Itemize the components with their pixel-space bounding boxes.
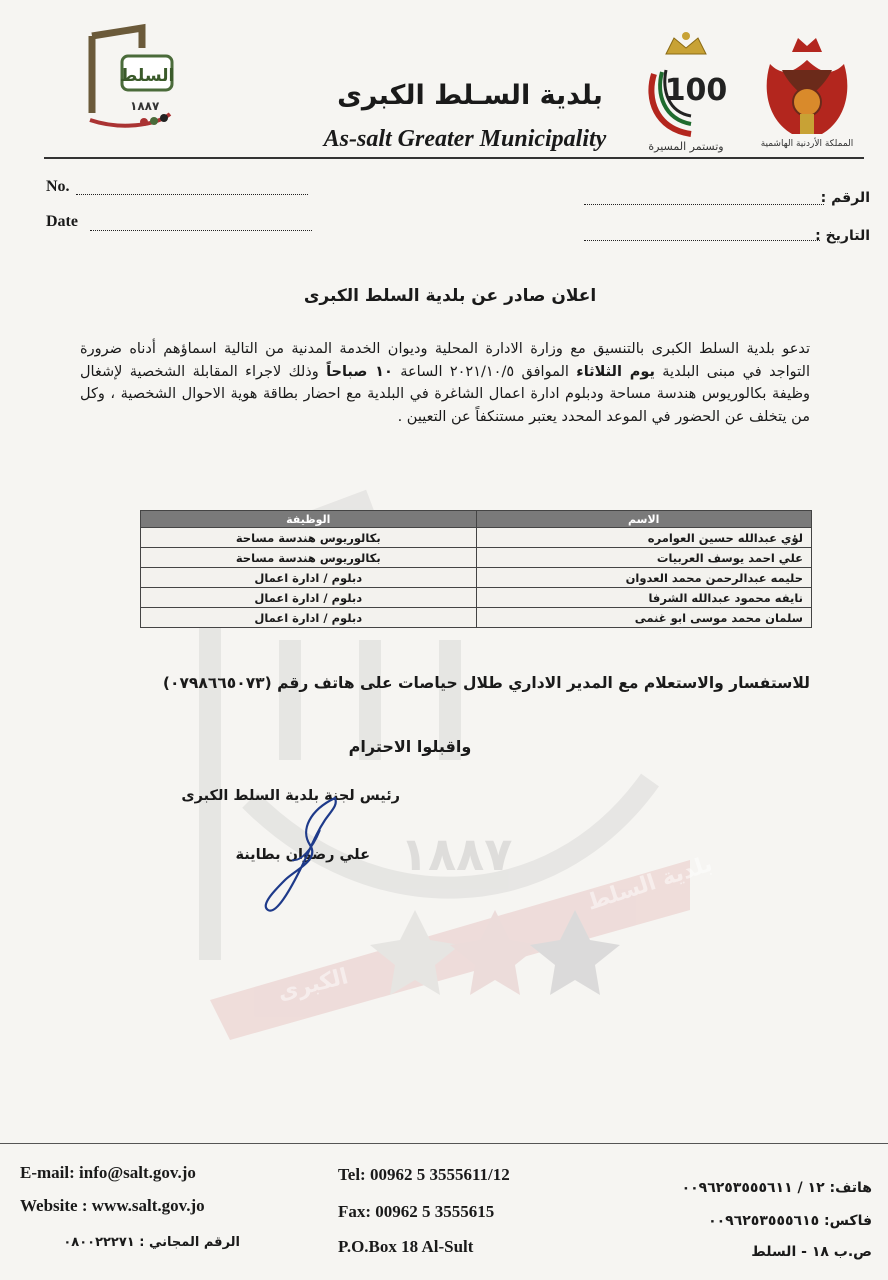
- logo-left-year: ١٨٨٧: [130, 99, 160, 113]
- royal-emblem: [752, 30, 862, 150]
- candidate-job: دبلوم / ادارة اعمال: [141, 608, 477, 628]
- announcement-paragraph: [80, 338, 810, 428]
- table-row: [141, 528, 812, 548]
- centenary-number: 100: [664, 73, 728, 108]
- paragraph-part3: وذلك لاجراء المقابلة الشخصية لإشغال وظيفة بكالوريوس هندسة مساحة ودبلوم ادارة اعمال الشاغرة في البلدية مع احضار بطاقة هوية الاحوال الشخصية ، وكل من يتخلف عن الحضور في الموعد المحدد يعتبر مستنكفاً عن التعيين .: [80, 363, 810, 425]
- footer-fax: Fax: 00962 5 3555615: [338, 1202, 495, 1221]
- ref-label-ar: الرقم :: [820, 190, 870, 206]
- table-row: [141, 588, 812, 608]
- date-dotted-line: [90, 230, 312, 231]
- signature-name: علي رضوان بطاينة: [235, 847, 370, 863]
- centenary-logo: [636, 24, 736, 154]
- footer-tel: Tel: 00962 5 3555611/12: [338, 1165, 510, 1184]
- inquiry-line: للاستفسار والاستعلام مع المدير الاداري طلال حياصات على هاتف رقم (٠٧٩٨٦٦٥٠٧٣): [162, 674, 810, 692]
- footer-fax-ar: فاكس: ٠٠٩٦٢٥٣٥٥٥٦١٥: [708, 1213, 872, 1229]
- ref-dotted-line-ar: [584, 204, 824, 205]
- date-dotted-line-ar: [584, 240, 820, 241]
- candidate-name: سلمان محمد موسى ابو غنمى: [476, 608, 812, 628]
- handwritten-signature: [240, 790, 370, 920]
- footer-email: E-mail: info@salt.gov.jo: [20, 1163, 196, 1182]
- watermark-text1: بلدية السلط: [584, 851, 716, 916]
- col-name-header: الاسم: [476, 511, 812, 528]
- candidate-name: لؤي عبدالله حسين العوامره: [476, 528, 812, 548]
- centenary-caption: وتستمر المسيرة: [648, 140, 724, 153]
- footer-website: Website : www.salt.gov.jo: [20, 1196, 205, 1215]
- salt-municipality-logo: [70, 18, 180, 133]
- col-job-header: الوظيفة: [141, 511, 477, 528]
- table-row: [141, 608, 812, 628]
- closing-line: واقبلوا الاحترام: [348, 737, 472, 756]
- footer-pobox-ar: ص.ب ١٨ - السلط: [751, 1244, 872, 1260]
- candidate-name: علي احمد يوسف العربيات: [476, 548, 812, 568]
- candidate-job: دبلوم / ادارة اعمال: [141, 588, 477, 608]
- announcement-heading: اعلان صادر عن بلدية السلط الكبرى: [303, 286, 597, 306]
- header-divider: [44, 157, 864, 159]
- logo-left-text: السلط: [119, 66, 175, 86]
- no-label: No.: [46, 178, 70, 195]
- candidate-name: حليمه عبدالرحمن محمد العدوان: [476, 568, 812, 588]
- watermark-year: ١٨٨٧: [400, 827, 513, 881]
- paragraph-part1: تدعو بلدية السلط الكبرى بالتنسيق مع وزارة الادارة المحلية وديوان الخدمة المدنية من التالية اسماؤهم أدناه ضرورة التواجد في مبنى البلدية: [80, 341, 810, 380]
- emblem-caption: المملكة الأردنية الهاشمية: [760, 139, 854, 149]
- table-row: [141, 548, 812, 568]
- table-row: [141, 568, 812, 588]
- date-label-ar: التاريخ :: [815, 228, 870, 244]
- candidate-job: دبلوم / ادارة اعمال: [141, 568, 477, 588]
- candidate-job: بكالوريوس هندسة مساحة: [141, 548, 477, 568]
- watermark-text2: الكبرى: [275, 964, 351, 1006]
- municipality-title-ar: بلدية السـلط الكبرى: [337, 80, 603, 111]
- signature-role: رئيس لجنة بلدية السلط الكبرى: [181, 788, 400, 804]
- candidates-table: [140, 510, 812, 628]
- candidate-job: بكالوريوس هندسة مساحة: [141, 528, 477, 548]
- footer-divider: [0, 1143, 888, 1144]
- no-dotted-line: [76, 194, 308, 195]
- candidate-name: نايفه محمود عبدالله الشرفا: [476, 588, 812, 608]
- footer-pobox: P.O.Box 18 Al-Sult: [338, 1237, 474, 1256]
- paragraph-part2: الموافق ٢٠٢١/١٠/٥ الساعة: [392, 363, 577, 380]
- municipality-title-en: As-salt Greater Municipality: [323, 126, 607, 152]
- table-header-row: [141, 511, 812, 528]
- footer-free-number: الرقم المجاني : ٠٨٠٠٢٢٢٧١: [63, 1235, 240, 1250]
- date-label: Date: [46, 213, 78, 230]
- paragraph-time: ١٠ صباحاً: [326, 363, 393, 380]
- footer-phone-ar: هاتف: ١٢ / ٠٠٩٦٢٥٣٥٥٥٦١١: [681, 1180, 872, 1196]
- paragraph-day: يوم الثلاثاء: [576, 363, 655, 380]
